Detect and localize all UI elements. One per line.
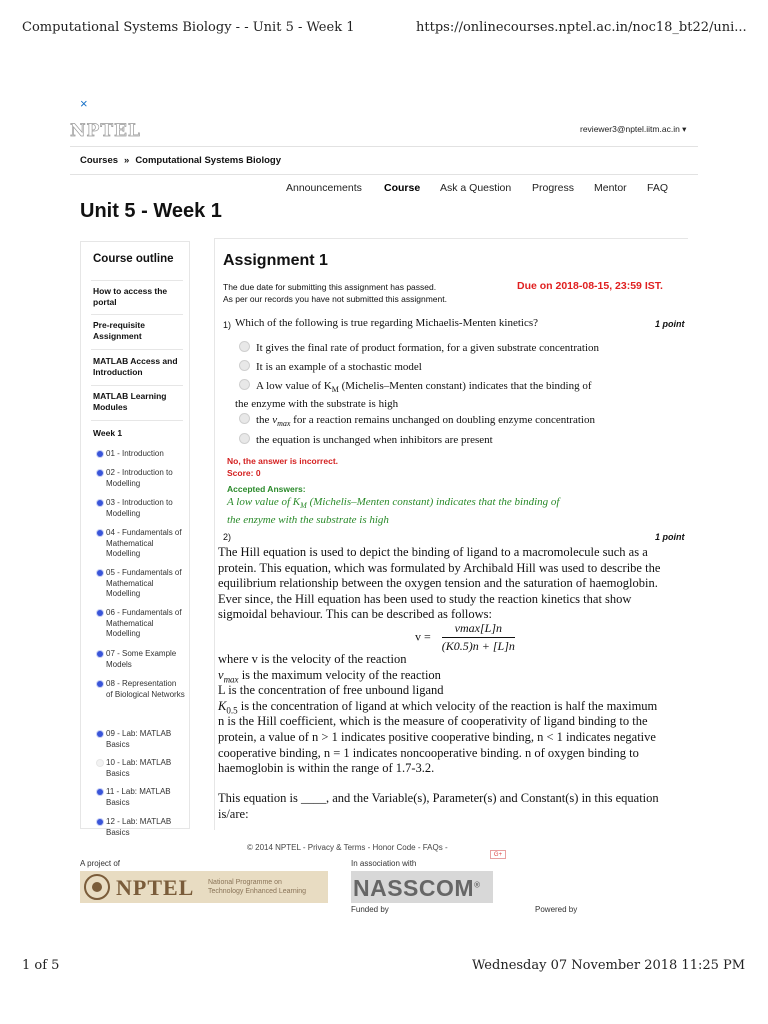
question-2-points: 1 point xyxy=(655,532,685,542)
question-1-number: 1) xyxy=(223,320,232,330)
q2-paragraph-line: protein. This equation, which was formulated by Archibald Hill was used to describe the xyxy=(218,560,661,575)
sidebar-lesson[interactable]: 04 - Fundamentals of Mathematical Modelling xyxy=(97,528,185,560)
sidebar-lesson[interactable]: 10 - Lab: MATLAB Basics xyxy=(97,758,185,779)
sidebar-lesson[interactable]: 03 - Introduction to Modelling xyxy=(97,498,185,519)
completed-dot-icon xyxy=(97,570,103,576)
project-of-label: A project of xyxy=(80,859,121,868)
accepted-answers-label: Accepted Answers: xyxy=(227,484,306,494)
user-menu[interactable]: reviewer3@nptel.iitm.ac.in ▾ xyxy=(580,124,687,134)
sidebar-divider xyxy=(91,420,183,421)
q2-definition-n: n is the Hill coefficient, which is the measure of cooperativity of ligand binding to the xyxy=(218,714,648,729)
nav-ask-question[interactable]: Ask a Question xyxy=(440,182,512,194)
sidebar-item-access-portal[interactable]: How to access the portal xyxy=(93,286,168,307)
question-2-number: 2) xyxy=(223,532,232,542)
sidebar-lesson[interactable]: 11 - Lab: MATLAB Basics xyxy=(97,787,185,808)
sidebar-lesson[interactable]: 08 - Representation of Biological Networks xyxy=(97,679,185,700)
completed-dot-icon xyxy=(97,731,103,737)
completed-dot-icon xyxy=(97,789,103,795)
radio-button[interactable] xyxy=(239,433,250,444)
answer-result: No, the answer is incorrect. xyxy=(227,456,339,466)
sidebar-lesson[interactable]: 06 - Fundamentals of Mathematical Modelling xyxy=(97,608,185,640)
completed-dot-icon xyxy=(97,610,103,616)
q1-option-c: A low value of $K_M$ (Michelis–Menten constant) indicates that the binding of the enzyme with the substrate is high xyxy=(235,380,592,411)
q2-definition-k: $K_{0.5}$ is the concentration of ligand at which velocity of the reaction is half the maximum xyxy=(218,698,658,716)
sidebar-item-week-1[interactable]: Week 1 xyxy=(93,428,123,438)
q2-definition-vmax: $v_{max}$ is the maximum velocity of the reaction xyxy=(218,667,441,685)
nav-announcements[interactable]: Announcements xyxy=(286,182,362,194)
breadcrumb-separator: » xyxy=(124,155,130,166)
association-label: In association with xyxy=(351,859,417,868)
completed-dot-icon xyxy=(97,470,103,476)
incomplete-dot-icon xyxy=(97,760,103,766)
nav-progress[interactable]: Progress xyxy=(532,182,575,194)
nptel-seal-icon xyxy=(84,874,110,900)
hill-equation: v = $\frac{vmax[L]n}{(K0.5)n + [L]n}$ xyxy=(415,621,515,653)
hill-fraction xyxy=(442,621,515,654)
completed-dot-icon xyxy=(97,530,103,536)
q2-question: is/are: xyxy=(218,806,249,821)
q2-definition-n: cooperative binding, n = 1 indicates noncooperative binding. n of oxygen binding to xyxy=(218,745,639,760)
nav-mentor[interactable]: Mentor xyxy=(594,182,627,194)
completed-dot-icon xyxy=(97,681,103,687)
accepted-answer: A low value of $K_M$ (Michelis–Menten constant) indicates that the binding of the enzyme with the substrate is high xyxy=(227,496,560,527)
funded-by-label: Funded by xyxy=(351,905,389,914)
sidebar-divider xyxy=(91,314,183,315)
course-outline-heading: Course outline xyxy=(93,253,174,265)
assignment-panel xyxy=(214,238,688,830)
q1-option-e: the equation is unchanged when inhibitors are present xyxy=(235,433,695,448)
deadline-notice: The due date for submitting this assignment has passed. xyxy=(223,282,437,292)
completed-dot-icon xyxy=(97,451,103,457)
radio-button[interactable] xyxy=(239,413,250,424)
q2-paragraph-line: Ever since, the Hill equation has been used to study the reaction kinetics that show xyxy=(218,591,632,606)
q2-paragraph-line: sigmoidal behaviour. This can be described as follows: xyxy=(218,607,493,622)
sidebar-item-matlab-modules[interactable]: MATLAB Learning Modules xyxy=(93,391,167,412)
q2-definition-n: haemoglobin is within the range of 1.7-3.2. xyxy=(218,761,435,776)
sidebar-lesson[interactable]: 12 - Lab: MATLAB Basics xyxy=(97,817,185,838)
header-divider xyxy=(70,146,698,147)
completed-dot-icon xyxy=(97,651,103,657)
sidebar-lesson[interactable]: 09 - Lab: MATLAB Basics xyxy=(97,729,185,750)
q2-question: This equation is ____, and the Variable(s), Parameter(s) and Constant(s) in this equation xyxy=(218,791,659,805)
breadcrumb-divider xyxy=(70,174,698,175)
sidebar-item-prerequisite[interactable]: Pre-requisite Assignment xyxy=(93,320,145,341)
print-datetime: Wednesday 07 November 2018 11:25 PM xyxy=(472,958,746,973)
print-title: Computational Systems Biology - - Unit 5 - Week 1 xyxy=(22,20,355,35)
hill-denominator: (K0.5)n + [L]n xyxy=(441,639,515,653)
hill-numerator: vmax[L]n xyxy=(442,621,515,638)
completed-dot-icon xyxy=(97,500,103,506)
google-plus-icon[interactable]: G+ xyxy=(490,850,506,859)
nptel-logo[interactable]: NPTEL xyxy=(70,121,141,141)
print-page-number: 1 of 5 xyxy=(22,958,60,973)
completed-dot-icon xyxy=(97,819,103,825)
q1-option-a: It gives the final rate of product formation, for a given substrate concentration xyxy=(235,341,695,356)
radio-button[interactable] xyxy=(239,360,250,371)
nasscom-banner[interactable]: NASSCOM® xyxy=(351,871,493,903)
sidebar-lesson[interactable]: 02 - Introduction to Modelling xyxy=(97,468,185,489)
sidebar-lesson[interactable]: 01 - Introduction xyxy=(97,449,185,460)
course-outline-sidebar xyxy=(80,241,190,837)
nav-course[interactable]: Course xyxy=(384,182,421,194)
q2-definition-n: protein, a value of n > 1 indicates positive cooperative binding, n < 1 indicates negative xyxy=(218,730,656,744)
sidebar-divider xyxy=(91,280,183,281)
score: Score: 0 xyxy=(227,468,261,478)
radio-button[interactable] xyxy=(239,379,250,390)
breadcrumb-courses[interactable]: Courses xyxy=(80,155,119,166)
due-date: Due on 2018-08-15, 23:59 IST. xyxy=(517,280,663,292)
sidebar-item-matlab-access[interactable]: MATLAB Access and Introduction xyxy=(93,356,178,377)
nptel-banner[interactable]: NPTEL National Programme on Technology Enhanced Learning xyxy=(80,871,328,903)
sidebar-divider xyxy=(91,349,183,350)
sidebar-lesson[interactable]: 05 - Fundamentals of Mathematical Modelling xyxy=(97,568,185,600)
q2-paragraph-line: equilibrium relationship between the oxygen tension and the saturation of haemoglobin. xyxy=(218,576,658,591)
q2-definition-v: where v is the velocity of the reaction xyxy=(218,652,407,666)
close-icon[interactable]: × xyxy=(80,96,88,111)
nav-faq[interactable]: FAQ xyxy=(647,182,669,194)
question-1-text: Which of the following is true regarding Michaelis-Menten kinetics? xyxy=(235,317,539,329)
print-url: https://onlinecourses.nptel.ac.in/noc18_bt22/uni... xyxy=(416,20,747,35)
breadcrumb-course[interactable]: Computational Systems Biology xyxy=(135,155,281,166)
q2-paragraph-line: The Hill equation is used to depict the binding of ligand to a macromolecule such as a xyxy=(218,545,648,559)
powered-by-label: Powered by xyxy=(535,905,578,914)
submission-notice: As per our records you have not submitted this assignment. xyxy=(223,294,447,304)
sidebar-divider xyxy=(91,385,183,386)
breadcrumb xyxy=(80,155,281,166)
question-1-points: 1 point xyxy=(655,319,685,329)
q1-option-b: It is an example of a stochastic model xyxy=(235,360,695,375)
q2-definition-l: L is the concentration of free unbound ligand xyxy=(218,683,444,698)
copyright-links[interactable]: © 2014 NPTEL - Privacy & Terms - Honor Code - FAQs - xyxy=(247,843,448,852)
page-title: Unit 5 - Week 1 xyxy=(80,200,222,222)
q1-option-d: the $v_{max}$ for a reaction remains unchanged on doubling enzyme concentration xyxy=(235,413,695,431)
radio-button[interactable] xyxy=(239,341,250,352)
assignment-title: Assignment 1 xyxy=(223,252,328,269)
sidebar-lesson[interactable]: 07 - Some Example Models xyxy=(97,649,185,670)
